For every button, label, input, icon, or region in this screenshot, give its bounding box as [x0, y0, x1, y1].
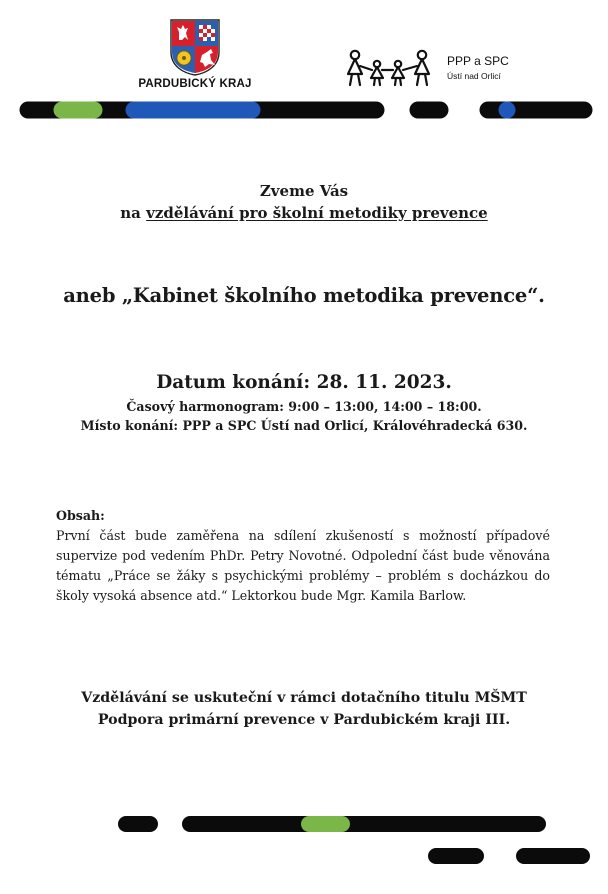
- bottom-decorative-band: [0, 810, 608, 870]
- coat-of-arms-icon: [169, 18, 221, 76]
- content-section: [56, 506, 550, 606]
- program-line: Podpora primární prevence v Pardubickém kraji III.: [97, 712, 511, 728]
- content-title: Obsah:: [56, 508, 105, 523]
- funding-line: Vzdělávání se uskuteční v rámci dotačního titulu MŠMT: [81, 690, 527, 706]
- family-figures-icon: [344, 48, 444, 88]
- funding-note: [0, 687, 608, 731]
- region-logo-label: PARDUBICKÝ KRAJ: [138, 78, 252, 90]
- invitation-line: Zveme Vás: [259, 182, 349, 200]
- ppp-logo-title: PPP a SPC: [447, 54, 509, 68]
- invitation-prefix: na: [120, 204, 147, 222]
- event-details: [0, 397, 608, 435]
- event-venue: Místo konání: PPP a SPC Ústí nad Orlicí, Královéhradecká 630.: [80, 418, 528, 433]
- event-schedule: Časový harmonogram: 9:00 – 13:00, 14:00 – 18:00.: [126, 399, 482, 414]
- training-title: vzdělávání pro školní metodiky prevence: [146, 204, 488, 222]
- top-decorative-band: [0, 98, 608, 122]
- invitation: [0, 180, 608, 224]
- ppp-logo-subtitle: Ústí nad Orlicí: [447, 71, 501, 81]
- event-date: Datum konání: 28. 11. 2023.: [156, 372, 452, 393]
- invitation-subline: [0, 202, 608, 224]
- pardubicky-kraj-logo: [130, 18, 260, 90]
- ppp-spc-logo: [344, 48, 544, 88]
- content-text: První část bude zaměřena na sdílení zkušeností s možností případové supervize pod vedením PhDr. Petry Novotné. Odpolední část bude věnována tématu „Práce se žáky s psychickými problémy – problém s docházkou do školy vysoká absence atd.“ Lektorkou bude Mgr. Kamila Barlow.: [56, 528, 550, 603]
- event-tagline: aneb „Kabinet školního metodika prevence“.: [63, 284, 545, 307]
